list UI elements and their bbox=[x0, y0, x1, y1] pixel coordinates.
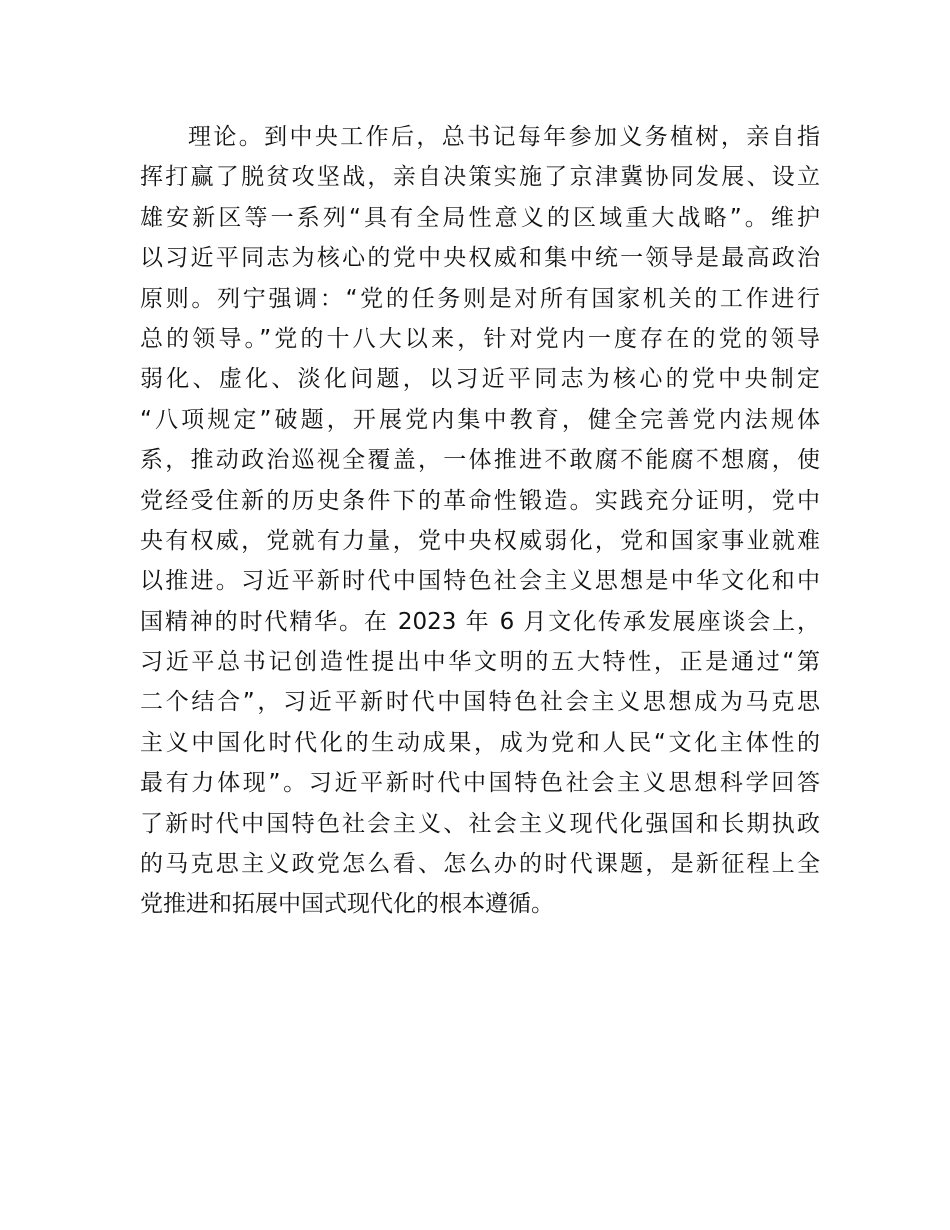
paragraph-line-1: 理论。到中央工作后，总书记每年参加义务植树，亲自指 bbox=[188, 124, 820, 150]
paragraph-line-20: 党推进和拓展中国式现代化的根本遵循。 bbox=[140, 891, 554, 918]
paragraph-line-5: 原则。列宁强调：“党的任务则是对所有国家机关的工作进行 bbox=[140, 285, 820, 312]
paragraph-line-11: 央有权威，党就有力量，党中央权威弱化，党和国家事业就难 bbox=[140, 527, 820, 554]
paragraph-line-3: 雄安新区等一系列“具有全局性意义的区域重大战略”。维护 bbox=[140, 204, 820, 231]
paragraph-line-15: 二个结合”，习近平新时代中国特色社会主义思想成为马克思 bbox=[140, 689, 820, 716]
paragraph-line-12: 以推进。习近平新时代中国特色社会主义思想是中华文化和中 bbox=[140, 568, 820, 595]
paragraph-line-16: 主义中国化时代化的生动成果，成为党和人民“文化主体性的 bbox=[140, 729, 820, 756]
paragraph-line-6: 总的领导。”党的十八大以来，针对党内一度存在的党的领导 bbox=[140, 325, 820, 352]
paragraph-line-13: 国精神的时代精华。在 2023 年 6 月文化传承发展座谈会上， bbox=[140, 608, 820, 635]
paragraph-line-9: 系，推动政治巡视全覆盖，一体推进不敢腐不能腐不想腐，使 bbox=[140, 447, 820, 474]
paragraph-line-19: 的马克思主义政党怎么看、怎么办的时代课题，是新征程上全 bbox=[140, 851, 820, 878]
paragraph-line-10: 党经受住新的历史条件下的革命性锻造。实践充分证明，党中 bbox=[140, 487, 820, 514]
paragraph-line-2: 挥打赢了脱贫攻坚战，亲自决策实施了京津冀协同发展、设立 bbox=[140, 164, 820, 191]
paragraph-line-18: 了新时代中国特色社会主义、社会主义现代化强国和长期执政 bbox=[140, 810, 820, 837]
body-paragraph bbox=[140, 117, 820, 925]
paragraph-line-8: “八项规定”破题，开展党内集中教育，健全完善党内法规体 bbox=[140, 406, 820, 433]
paragraph-line-14: 习近平总书记创造性提出中华文明的五大特性，正是通过“第 bbox=[140, 649, 820, 676]
paragraph-line-17: 最有力体现”。习近平新时代中国特色社会主义思想科学回答 bbox=[140, 770, 820, 797]
paragraph-line-4: 以习近平同志为核心的党中央权威和集中统一领导是最高政治 bbox=[140, 245, 820, 272]
paragraph-line-7: 弱化、虚化、淡化问题，以习近平同志为核心的党中央制定 bbox=[140, 366, 820, 393]
